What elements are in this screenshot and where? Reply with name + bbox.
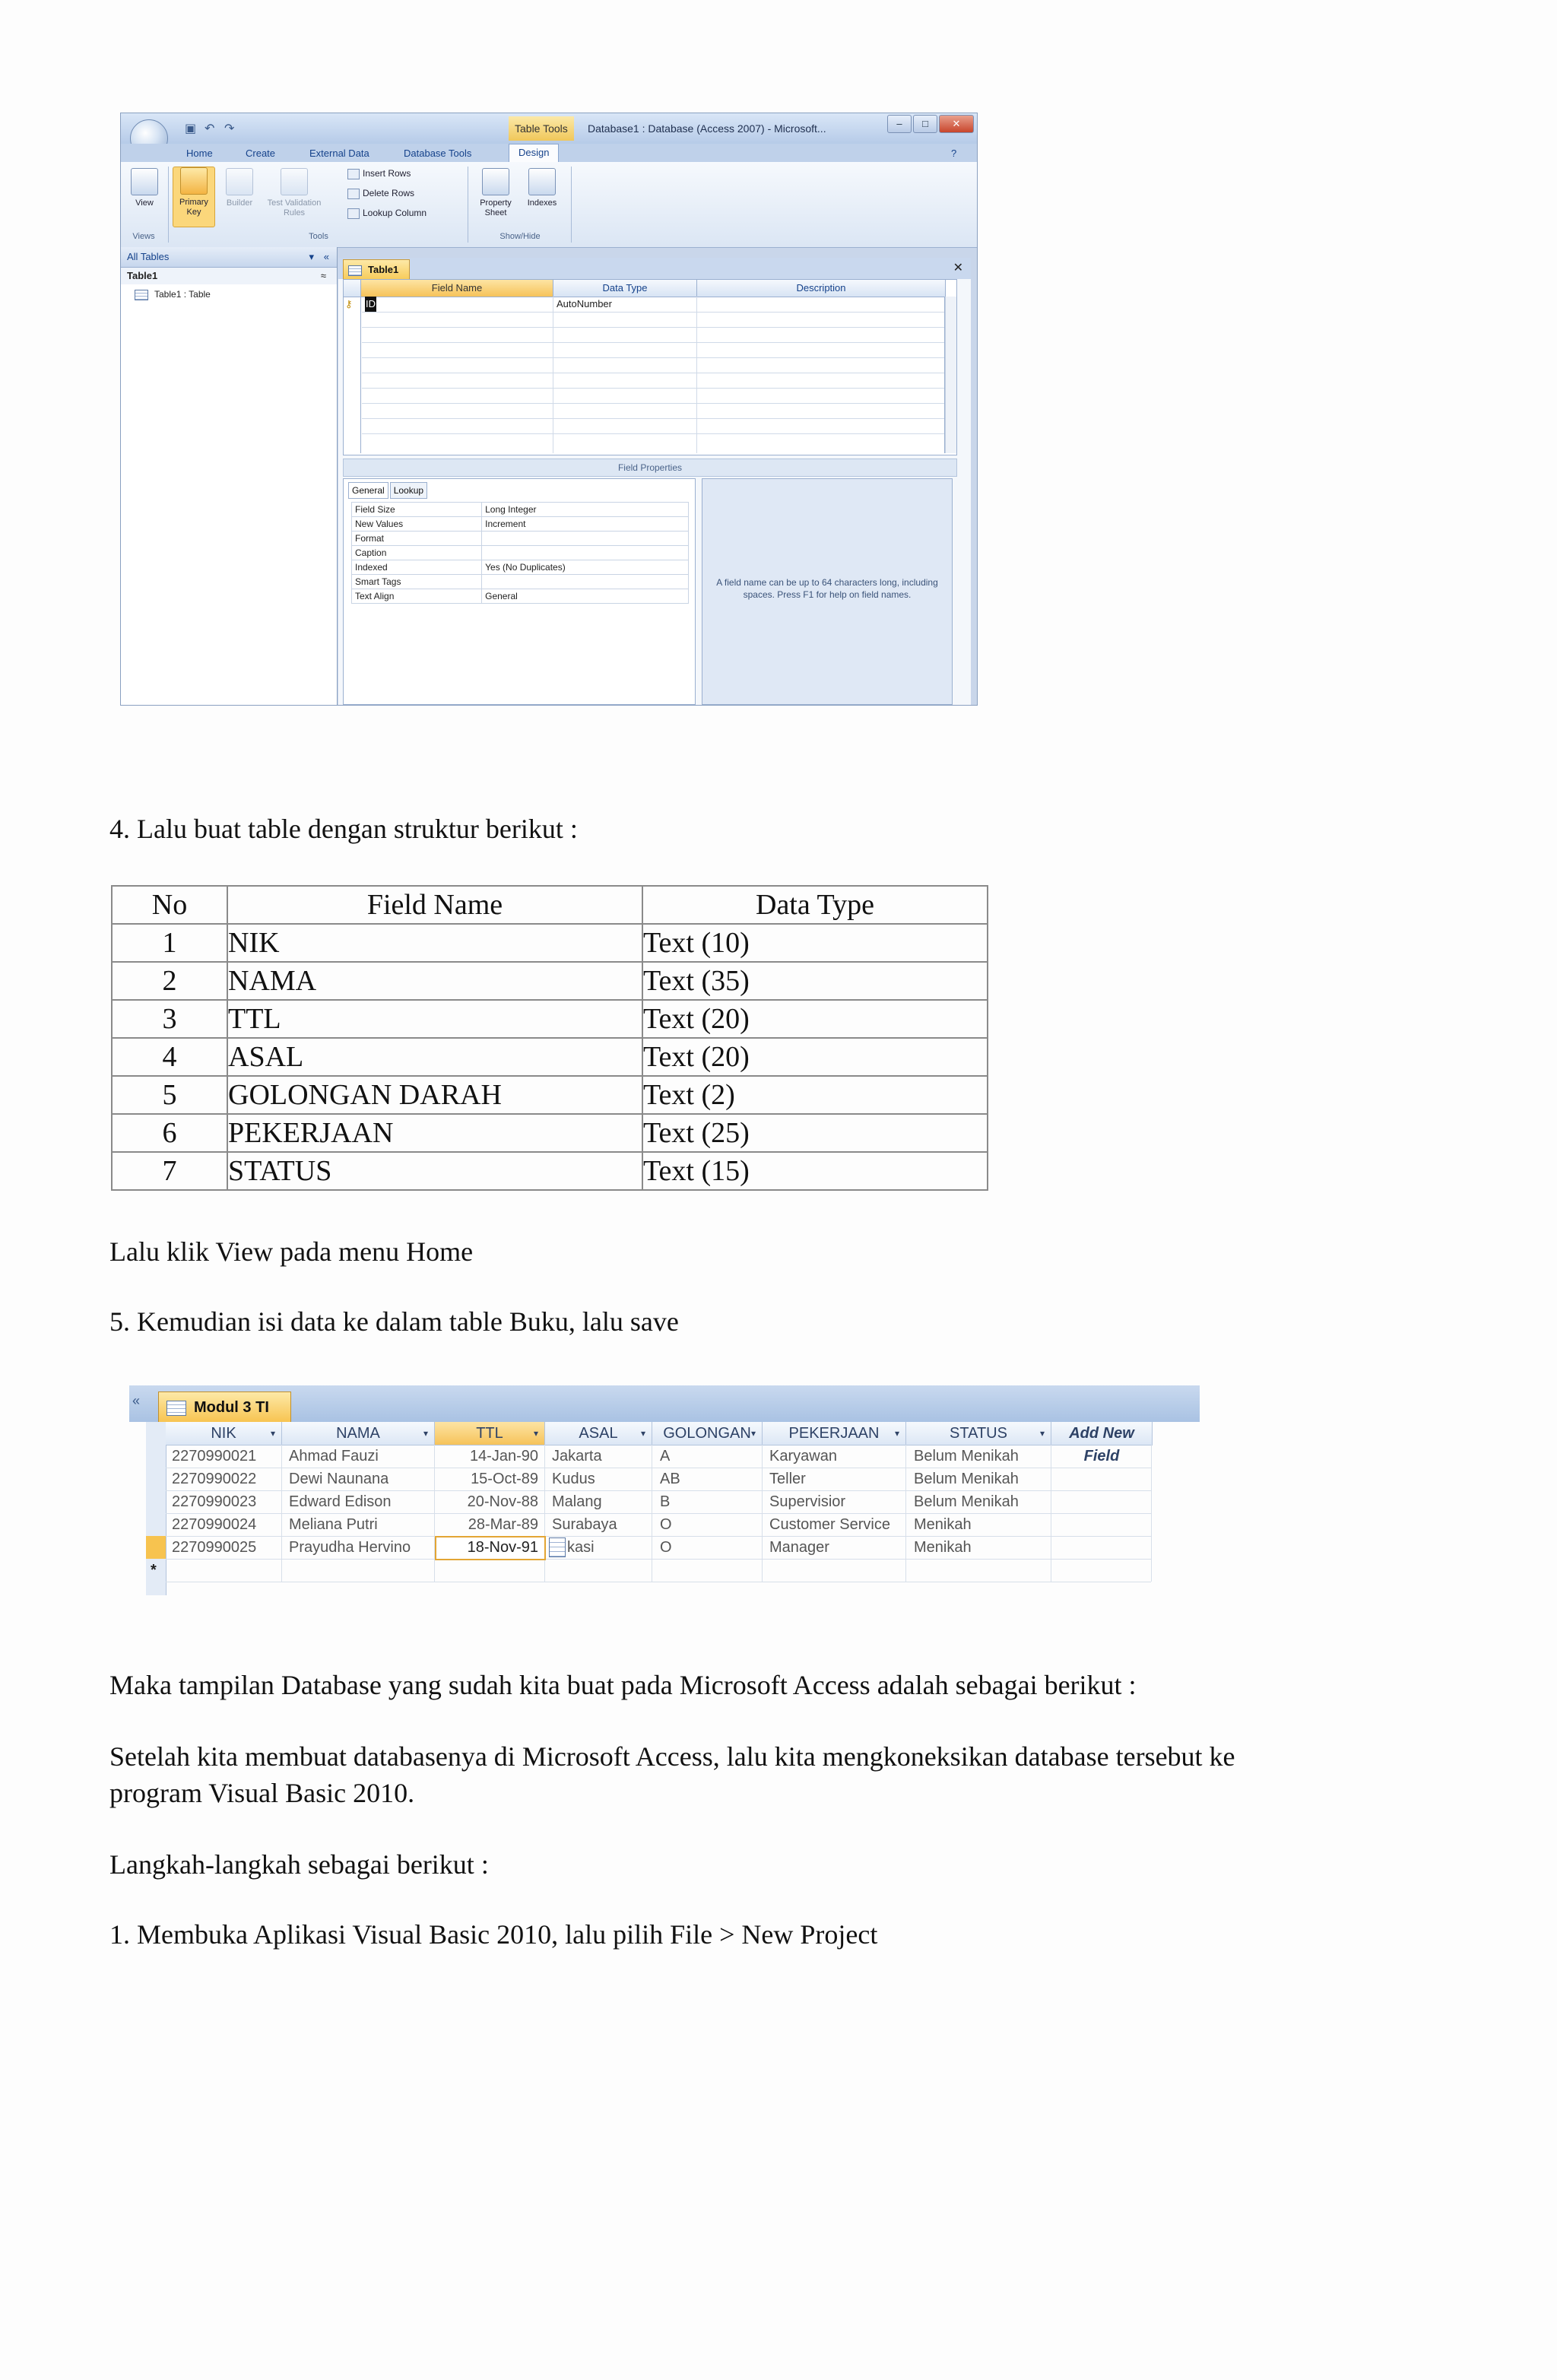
tab-home[interactable]: Home [186, 148, 213, 159]
group-label-showhide: Show/Hide [499, 232, 541, 241]
row-data-type: Text (2) [642, 1076, 988, 1114]
row-field-name: NAMA [227, 962, 642, 1000]
column-header-nama[interactable]: NAMA ▾ [282, 1422, 435, 1445]
tab-lookup[interactable]: Lookup [390, 482, 427, 499]
test-validation-button[interactable]: Test Validation Rules [262, 168, 326, 218]
property-row[interactable] [352, 546, 689, 560]
group-label-tools: Tools [309, 232, 328, 241]
property-sheet-icon [482, 168, 509, 195]
cell-nama[interactable]: Ahmad Fauzi [289, 1448, 379, 1464]
table-row [112, 1076, 988, 1114]
field-name-cell[interactable]: ID [365, 297, 376, 312]
header-field-name: Field Name [227, 886, 642, 924]
cell-status[interactable]: Menikah [914, 1539, 972, 1556]
row-field-name: TTL [227, 1000, 642, 1038]
cell-pekerjaan[interactable]: Karyawan [769, 1448, 837, 1464]
builder-button[interactable]: Builder [218, 168, 261, 208]
table-header-row [112, 886, 988, 924]
step-4-text: 4. Lalu buat table dengan struktur berikut : [109, 814, 578, 844]
field-design-grid [343, 279, 957, 455]
cell-ttl[interactable]: 28-Mar-89 [468, 1516, 538, 1533]
table-row [112, 1000, 988, 1038]
document-tab-bar [338, 258, 971, 279]
chevron-down-icon[interactable]: ▾ [533, 1428, 538, 1439]
delete-rows-icon [347, 189, 360, 199]
table-row [112, 1114, 988, 1152]
cell-nama[interactable]: Dewi Naunana [289, 1471, 389, 1487]
cell-golongan[interactable]: AB [660, 1471, 680, 1487]
row-field-name: PEKERJAAN [227, 1114, 642, 1152]
maximize-icon[interactable]: □ [913, 115, 937, 133]
table-row [112, 1038, 988, 1076]
cell-asal[interactable]: Surabaya [552, 1516, 617, 1533]
nav-item-table1[interactable]: Table1 : Table [121, 284, 337, 304]
window-title: Database1 : Database (Access 2007) - Microsoft... [588, 122, 826, 135]
property-value[interactable] [482, 532, 689, 546]
property-value[interactable] [482, 546, 689, 560]
primary-key-button[interactable]: Primary Key [173, 167, 215, 227]
paragraph-connect-line-2: program Visual Basic 2010. [109, 1778, 415, 1808]
doc-tab-table1[interactable]: Table1 [343, 259, 410, 280]
save-icon[interactable]: ▣ [185, 122, 197, 135]
row-data-type: Text (35) [642, 962, 988, 1000]
property-row[interactable] [352, 517, 689, 532]
row-no: 4 [112, 1038, 227, 1076]
column-header-golongan[interactable]: GOLONGAN ▾ [652, 1422, 763, 1445]
view-button[interactable]: View [125, 168, 163, 208]
table-row [112, 1152, 988, 1190]
row-selector-header [344, 280, 361, 297]
row-data-type: Text (20) [642, 1038, 988, 1076]
property-row[interactable] [352, 575, 689, 589]
table-icon [348, 265, 362, 276]
undo-icon[interactable]: ↶ [205, 122, 215, 135]
tab-general[interactable]: General [348, 482, 388, 499]
field-properties-label: Field Properties [343, 459, 957, 477]
calendar-icon[interactable] [549, 1537, 566, 1557]
group-label-views: Views [132, 232, 155, 241]
view-instruction-text: Lalu klik View pada menu Home [109, 1236, 474, 1267]
chevron-down-icon[interactable]: ▾ [309, 251, 314, 262]
indexes-icon [528, 168, 556, 195]
cell-ttl[interactable]: 15-Oct-89 [471, 1471, 538, 1487]
cell-asal[interactable]: Kudus [552, 1471, 595, 1487]
nav-group[interactable]: Table1 ≈ [121, 268, 337, 284]
column-header-status[interactable]: STATUS ▾ [906, 1422, 1051, 1445]
cell-nik[interactable]: 2270990021 [172, 1448, 257, 1464]
table-row [112, 962, 988, 1000]
property-value[interactable] [482, 575, 689, 589]
row-field-name: GOLONGAN DARAH [227, 1076, 642, 1114]
row-data-type: Text (15) [642, 1152, 988, 1190]
collapse-icon[interactable]: « [323, 251, 329, 262]
close-document-icon[interactable]: ✕ [953, 262, 963, 274]
field-name-header: Field Name [361, 280, 553, 297]
cell-status[interactable]: Belum Menikah [914, 1493, 1019, 1510]
property-row[interactable] [352, 589, 689, 604]
property-value[interactable]: Yes (No Duplicates) [482, 560, 689, 575]
cell-nik[interactable]: 2270990025 [172, 1539, 257, 1556]
header-data-type: Data Type [642, 886, 988, 924]
cell-nik[interactable]: 2270990022 [172, 1471, 257, 1487]
cell-status[interactable]: Belum Menikah [914, 1471, 1019, 1487]
cell-nik[interactable]: 2270990024 [172, 1516, 257, 1533]
new-row-marker[interactable]: * [151, 1562, 157, 1579]
validation-icon [281, 168, 308, 195]
cell-pekerjaan[interactable]: Teller [769, 1471, 806, 1487]
chevron-down-icon[interactable]: ▾ [640, 1428, 645, 1439]
column-header-nik[interactable]: NIK ▾ [166, 1422, 282, 1445]
help-icon[interactable]: ? [951, 148, 957, 159]
doc-tab-modul[interactable]: Modul 3 TI [158, 1392, 291, 1423]
primary-key-marker-icon: ⚷ [345, 298, 353, 309]
row-data-type: Text (25) [642, 1114, 988, 1152]
cell-nama[interactable]: Edward Edison [289, 1493, 392, 1510]
properties-table [351, 502, 689, 604]
chevron-down-icon[interactable]: ▾ [1039, 1428, 1045, 1439]
property-row[interactable] [352, 503, 689, 517]
delete-rows-button[interactable]: Delete Rows [347, 183, 414, 203]
collapse-group-icon[interactable]: ≈ [320, 270, 326, 281]
tab-external-data[interactable]: External Data [309, 148, 369, 159]
column-header-ttl[interactable]: TTL ▾ [435, 1422, 545, 1445]
cell-nama[interactable]: Prayudha Hervino [289, 1539, 411, 1556]
cell-asal[interactable]: Malang [552, 1493, 602, 1510]
table-row [112, 924, 988, 962]
property-name: Field Size [352, 503, 482, 517]
field-properties-pane [343, 478, 696, 705]
property-value[interactable]: General [482, 589, 689, 604]
column-header-add-new-field[interactable]: Add New Field [1051, 1422, 1153, 1445]
property-sheet-button[interactable]: Property Sheet [472, 168, 519, 218]
insert-rows-button[interactable]: Insert Rows [347, 163, 411, 183]
header-no: No [112, 886, 227, 924]
row-no: 5 [112, 1076, 227, 1114]
view-icon [131, 168, 158, 195]
navigation-pane [121, 247, 338, 705]
cell-pekerjaan[interactable]: Supervisior [769, 1493, 846, 1510]
property-row[interactable] [352, 560, 689, 575]
tab-create[interactable]: Create [246, 148, 276, 159]
property-row[interactable] [352, 532, 689, 546]
cell-ttl[interactable]: 18-Nov-91 [467, 1539, 538, 1556]
vertical-scrollbar[interactable] [945, 297, 956, 453]
field-structure-table [111, 885, 988, 1191]
paragraph-database-view: Maka tampilan Database yang sudah kita buat pada Microsoft Access adalah sebagai berikut : [109, 1670, 1137, 1700]
access-design-screenshot [120, 113, 978, 706]
context-tab-table-tools: Table Tools [509, 116, 574, 141]
chevron-down-icon[interactable]: ▾ [750, 1428, 756, 1439]
close-icon[interactable]: ✕ [939, 115, 974, 133]
column-header-pekerjaan[interactable]: PEKERJAAN ▾ [763, 1422, 906, 1445]
column-header-asal[interactable]: ASAL ▾ [545, 1422, 652, 1445]
title-bar [121, 113, 977, 144]
ribbon [121, 162, 977, 248]
current-row-indicator [146, 1536, 166, 1559]
access-datasheet-screenshot [129, 1385, 1200, 1617]
cell-status[interactable]: Belum Menikah [914, 1448, 1019, 1464]
step-5-text: 5. Kemudian isi data ke dalam table Buku, lalu save [109, 1306, 679, 1337]
help-text: A field name can be up to 64 characters long, including spaces. Press F1 for help on field names. [716, 577, 938, 600]
table-icon [135, 290, 148, 300]
row-no: 7 [112, 1152, 227, 1190]
lookup-column-icon [347, 208, 360, 219]
cell-golongan[interactable]: B [660, 1493, 671, 1510]
tab-database-tools[interactable]: Database Tools [404, 148, 472, 159]
ribbon-tabs [121, 144, 977, 162]
cell-golongan[interactable]: A [660, 1448, 671, 1464]
data-type-cell[interactable]: AutoNumber [557, 298, 612, 309]
property-name: Smart Tags [352, 575, 482, 589]
row-no: 3 [112, 1000, 227, 1038]
cell-nik[interactable]: 2270990023 [172, 1493, 257, 1510]
row-data-type: Text (10) [642, 924, 988, 962]
tab-design[interactable]: Design [509, 144, 559, 163]
cell-golongan[interactable]: O [660, 1516, 672, 1533]
description-header: Description [697, 280, 946, 297]
nav-header[interactable]: All Tables ▾ « [121, 247, 337, 268]
collapse-icon[interactable]: « [132, 1393, 141, 1408]
property-value[interactable]: Increment [482, 517, 689, 532]
step-1-text: 1. Membuka Aplikasi Visual Basic 2010, lalu pilih File > New Project [109, 1919, 878, 1950]
cell-nama[interactable]: Meliana Putri [289, 1516, 378, 1533]
row-field-name: NIK [227, 924, 642, 962]
row-field-name: ASAL [227, 1038, 642, 1076]
cell-asal[interactable]: kasi [567, 1539, 595, 1556]
builder-icon [226, 168, 253, 195]
row-data-type: Text (20) [642, 1000, 988, 1038]
redo-icon[interactable]: ↷ [224, 122, 235, 135]
paragraph-steps-intro: Langkah-langkah sebagai berikut : [109, 1849, 489, 1880]
key-icon [180, 167, 208, 195]
row-no: 1 [112, 924, 227, 962]
property-name: Caption [352, 546, 482, 560]
minimize-icon[interactable]: – [887, 115, 912, 133]
property-name: Indexed [352, 560, 482, 575]
cell-ttl[interactable]: 14-Jan-90 [469, 1448, 538, 1464]
cell-status[interactable]: Menikah [914, 1516, 972, 1533]
row-no: 6 [112, 1114, 227, 1152]
cell-pekerjaan[interactable]: Manager [769, 1539, 829, 1556]
chevron-down-icon[interactable]: ▾ [894, 1428, 899, 1439]
cell-golongan[interactable]: O [660, 1539, 672, 1556]
chevron-down-icon[interactable]: ▾ [270, 1428, 275, 1439]
insert-rows-icon [347, 169, 360, 179]
indexes-button[interactable]: Indexes [521, 168, 563, 208]
lookup-column-button[interactable]: Lookup Column [347, 203, 427, 223]
property-name: Text Align [352, 589, 482, 604]
property-name: New Values [352, 517, 482, 532]
row-no: 2 [112, 962, 227, 1000]
document-tab-bar [129, 1385, 1200, 1422]
cell-pekerjaan[interactable]: Customer Service [769, 1516, 890, 1533]
property-value[interactable]: Long Integer [482, 503, 689, 517]
data-type-header: Data Type [553, 280, 697, 297]
paragraph-connect-line-1: Setelah kita membuat databasenya di Microsoft Access, lalu kita mengkoneksikan database tersebut ke [109, 1741, 1235, 1772]
cell-ttl[interactable]: 20-Nov-88 [467, 1493, 538, 1510]
table-design-view [338, 258, 971, 705]
help-pane [702, 478, 953, 705]
chevron-down-icon[interactable]: ▾ [423, 1428, 428, 1439]
row-field-name: STATUS [227, 1152, 642, 1190]
property-name: Format [352, 532, 482, 546]
table-icon [166, 1401, 186, 1416]
cell-asal[interactable]: Jakarta [552, 1448, 602, 1464]
